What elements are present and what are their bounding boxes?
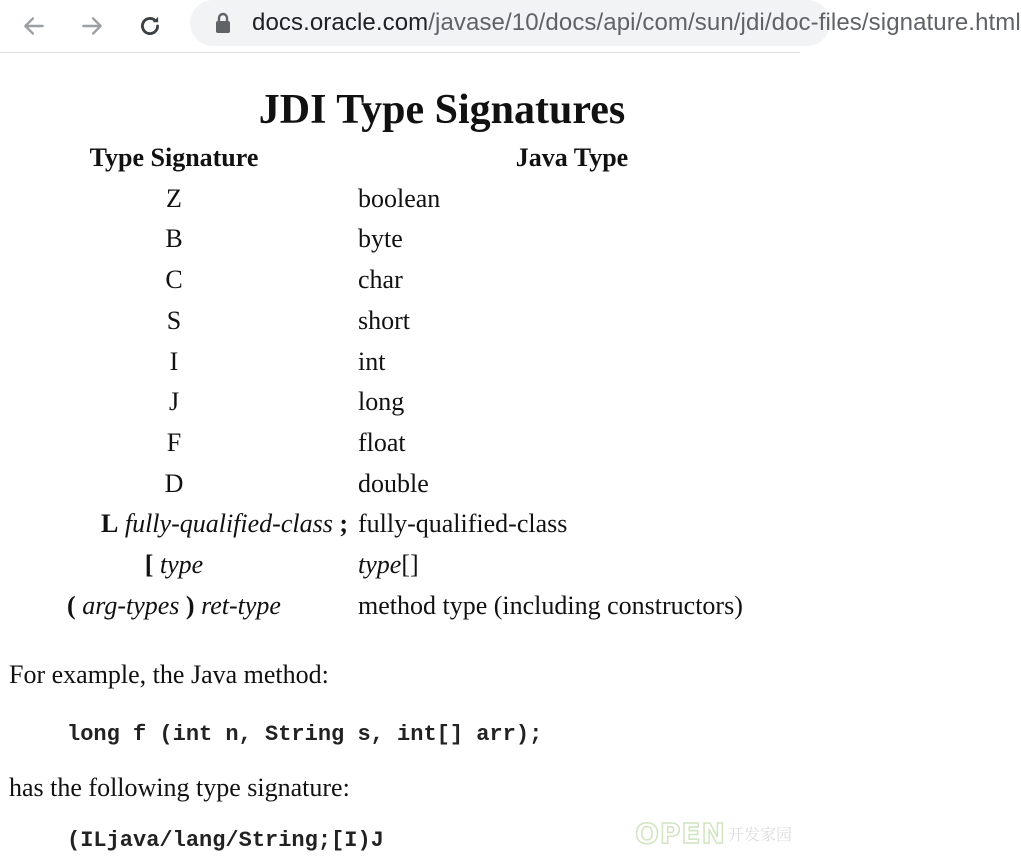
signature-table [0, 138, 786, 626]
watermark-logo [635, 817, 792, 850]
type-cell: double [358, 468, 429, 498]
code-example-method: long f (int n, String s, int[] arr); [67, 722, 543, 747]
table-row-array [0, 545, 786, 586]
type-cell: int [358, 346, 386, 376]
sig-cell: B [165, 224, 183, 254]
table-row [0, 179, 786, 220]
url-host: docs.oracle.com [252, 9, 429, 36]
table-row [0, 219, 786, 260]
table-row [0, 260, 786, 301]
watermark-cn: 开发家园 [727, 825, 792, 844]
code-example-signature: (ILjava/lang/String;[I)J [67, 828, 384, 853]
url-path: /javase/10/docs/api/com/sun/jdi/doc-files/signature.html [428, 9, 1021, 36]
arrow-right-icon [79, 13, 105, 39]
arrow-left-icon [21, 13, 47, 39]
sig-method-open: ( [67, 590, 76, 620]
sig-cell: I [169, 346, 179, 376]
type-cell: long [358, 387, 405, 417]
sig-cell-class [0, 504, 358, 545]
watermark-word: OPEN [635, 817, 726, 850]
reload-button[interactable] [130, 6, 170, 46]
sig-method-close: ) [185, 590, 195, 620]
sig-cell: D [164, 468, 184, 498]
table-row-method [0, 586, 786, 627]
sig-cell: F [166, 427, 182, 457]
sig-cell: C [165, 265, 183, 295]
address-bar[interactable] [190, 0, 1021, 46]
header-type-signature: Type Signature [89, 143, 259, 172]
example-intro-text: For example, the Java method: [9, 660, 329, 689]
sig-class-name: fully-qualified-class [124, 509, 333, 539]
table-row [0, 301, 786, 342]
page-title: JDI Type Signatures [258, 87, 626, 133]
sig-method-args: arg-types [82, 590, 180, 620]
sig-cell: J [168, 387, 180, 417]
forward-button[interactable] [72, 6, 112, 46]
type-cell: fully-qualified-class [358, 509, 568, 539]
reload-icon [137, 13, 163, 39]
lock-icon [212, 11, 234, 35]
header-java-type: Java Type [515, 143, 629, 172]
type-cell: float [358, 427, 406, 457]
table-row [0, 464, 786, 505]
type-cell: short [358, 305, 410, 335]
back-button[interactable] [14, 6, 54, 46]
signature-intro-text: has the following type signature: [9, 773, 350, 802]
sig-method-ret: ret-type [201, 590, 281, 620]
table-row-class [0, 504, 786, 545]
sig-cell-method [0, 586, 358, 627]
sig-class-prefix: L [101, 509, 119, 539]
table-row [0, 382, 786, 423]
type-cell: char [358, 265, 403, 295]
sig-array-prefix: [ [144, 550, 154, 580]
table-header-row [0, 138, 786, 179]
type-cell: byte [358, 224, 403, 254]
type-cell: boolean [358, 183, 441, 213]
sig-cell: S [166, 305, 182, 335]
table-row [0, 342, 786, 383]
type-cell-array [358, 545, 786, 586]
type-cell: method type (including constructors) [358, 590, 743, 620]
sig-array-type: type [159, 550, 204, 580]
browser-toolbar [0, 0, 1021, 53]
table-row [0, 423, 786, 464]
sig-cell: Z [166, 183, 182, 213]
type-array-name: type [358, 550, 402, 580]
url-text [252, 9, 1021, 37]
sig-cell-array [0, 545, 358, 586]
type-array-suffix: [] [401, 550, 419, 580]
sig-class-suffix: ; [339, 509, 348, 539]
